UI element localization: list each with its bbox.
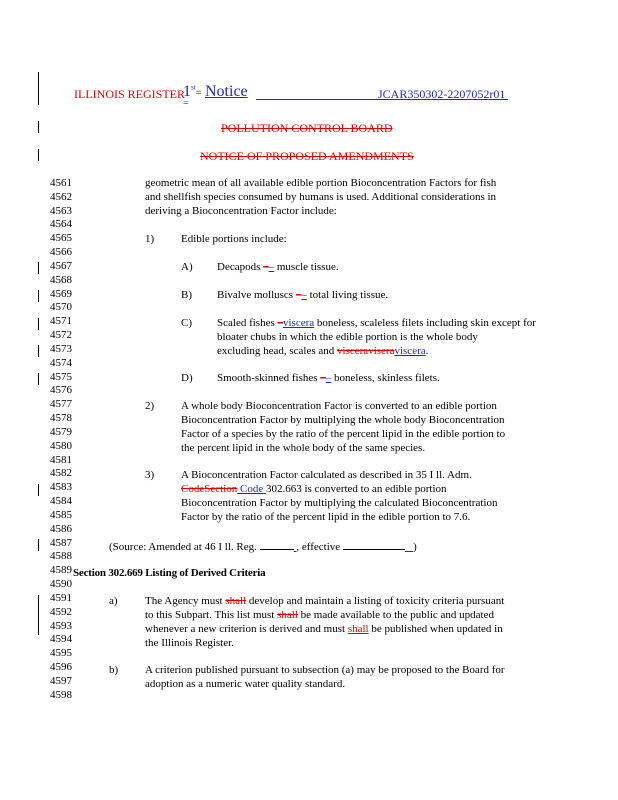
line-number: 4566	[50, 246, 72, 259]
change-bar	[38, 318, 39, 330]
item-c-label: C)	[181, 317, 192, 329]
source-blank-1	[260, 539, 294, 550]
line-number: 4581	[50, 453, 72, 466]
line-number: 4571	[50, 315, 72, 328]
line-number: 4569	[50, 287, 72, 300]
item-2-line-2: Bioconcentration Factor by multiplying the whole body Bioconcentration	[181, 414, 505, 426]
item-c-inserted-viscera: viscera	[394, 345, 426, 357]
subsection-a-line-1	[145, 595, 504, 609]
notice-title: NOTICE OF PROPOSED AMENDMENTS	[200, 149, 414, 163]
page-sup: st	[191, 83, 196, 92]
line-number: 4589	[50, 564, 72, 577]
a-line-3-post: be published when updated in	[368, 623, 503, 635]
line-number: 4572	[50, 329, 72, 342]
line-number: 4593	[50, 619, 72, 632]
line-number: 4580	[50, 439, 72, 452]
a-line-2-deleted: shall	[277, 609, 298, 621]
item-1-label: 1)	[145, 233, 155, 245]
item-c-line-3	[217, 345, 428, 359]
source-note	[109, 539, 417, 555]
line-number: 4579	[50, 425, 72, 438]
item-3-line-2	[181, 483, 447, 497]
jcar-id: JCAR350302-2207052r01	[378, 87, 506, 101]
item-c-deleted: –	[277, 317, 283, 329]
item-c-line-2: bloater chubs in which the edible portion is the whole body	[217, 331, 478, 343]
item-c-deleted-viscera: viscera	[337, 345, 369, 357]
section-heading: Section 302.669 Listing of Derived Criteria	[73, 567, 266, 579]
line-number: 4567	[50, 259, 72, 272]
item-a-inserted: –	[268, 261, 275, 273]
line-number: 4578	[50, 412, 72, 425]
change-bar	[38, 262, 39, 274]
item-3-deleted-section: Section	[204, 483, 238, 495]
item-b-deleted: –	[295, 289, 302, 301]
line-number: 4592	[50, 605, 72, 618]
change-bar	[38, 484, 39, 496]
line-number: 4575	[50, 370, 72, 383]
subsection-b-line-1: A criterion published pursuant to subsection (a) may be proposed to the Board for	[145, 664, 505, 676]
line-number: 4584	[50, 495, 72, 508]
header-underline-mark: =	[183, 98, 189, 109]
change-bar	[38, 290, 39, 302]
line-number: 4564	[50, 218, 72, 231]
item-d-pre: Smooth-skinned fishes	[217, 372, 321, 384]
change-bar	[38, 121, 39, 133]
item-1-text: Edible portions include:	[181, 233, 287, 245]
item-a-deleted: –	[263, 261, 269, 273]
item-b-inserted: –	[301, 289, 307, 301]
item-d-post: boneless, skinless filets.	[331, 372, 440, 384]
change-bar	[38, 72, 39, 105]
item-b-post: total living tissue.	[306, 289, 389, 301]
line-number: 4585	[50, 508, 72, 521]
item-c-line-1	[217, 317, 536, 331]
item-b-text	[217, 289, 388, 303]
item-2-label: 2)	[145, 400, 155, 412]
line-number: 4583	[50, 481, 72, 494]
line-number: 4561	[50, 177, 72, 189]
line-number: 4596	[50, 661, 72, 674]
item-3-line-1: A Bioconcentration Factor calculated as described in 35 I ll. Adm.	[181, 469, 472, 481]
change-bar	[38, 373, 39, 385]
item-c-line-3-pre: excluding head, scales and	[217, 345, 338, 357]
item-a-pre: Decapods	[217, 261, 264, 273]
item-2-line-4: the percent lipid in the whole body of the same species.	[181, 442, 426, 454]
a-line-1-pre: The Agency must	[145, 595, 226, 607]
intro-line-3: deriving a Bioconcentration Factor include:	[145, 205, 337, 217]
change-bar	[38, 345, 39, 357]
line-number: 4591	[50, 591, 72, 604]
a-line-2-post: be made available to the public and updated	[297, 609, 494, 621]
item-d-deleted: –	[320, 372, 326, 384]
subsection-b-label: b)	[109, 664, 119, 676]
line-number: 4588	[50, 550, 72, 563]
a-line-2-pre: to this Subpart. This list must	[145, 609, 278, 621]
line-number: 4573	[50, 342, 72, 355]
line-number: 4574	[50, 356, 72, 369]
item-3-line-4: Factor by the ratio of the percent lipid in the edible portion to 7.6.	[181, 511, 471, 523]
a-line-3-pre: whenever a new criterion is derived and must	[145, 623, 348, 635]
line-number: 4565	[50, 232, 72, 245]
line-number: 4586	[50, 522, 72, 535]
item-3-line-3: Bioconcentration Factor by multiplying the calculated Bioconcentration	[181, 497, 498, 509]
item-b-pre: Bivalve molluscs	[217, 289, 296, 301]
line-number: 4562	[50, 190, 72, 203]
line-number: 4582	[50, 467, 72, 480]
a-line-1-deleted: shall	[225, 595, 247, 607]
register-label: ILLINOIS REGISTER	[74, 87, 185, 101]
a-line-1-post: develop and maintain a listing of toxicity criteria pursuant	[246, 595, 505, 607]
notice-label: Notice	[205, 83, 248, 100]
item-c-inserted: viscera	[282, 317, 315, 329]
item-3-inserted-code: Code	[237, 483, 266, 495]
intro-line-1: geometric mean of all available edible portion Bioconcentration Factors for fish	[145, 177, 497, 189]
subsection-a-label: a)	[109, 595, 118, 607]
source-pre: (Source: Amended at 46 I ll. Reg.	[109, 541, 260, 553]
subsection-b-line-2: adoption as a numeric water quality standard.	[145, 678, 346, 690]
source-mid: , effective	[296, 541, 343, 553]
line-number: 4577	[50, 398, 72, 411]
item-3-line-2-post: 302.663 is converted to an edible portion	[265, 483, 447, 495]
intro-line-2: and shellfish species consumed by humans is used. Additional considerations in	[145, 191, 497, 203]
item-3-label: 3)	[145, 469, 155, 481]
line-number: 4597	[50, 674, 72, 687]
source-end: )	[413, 541, 417, 553]
item-c-post: boneless, scaleless filets including skin except for	[314, 317, 536, 329]
item-d-label: D)	[181, 372, 193, 384]
line-number: 4587	[50, 536, 72, 549]
item-d-text	[217, 372, 440, 386]
page-mark: 1st=	[183, 83, 202, 100]
item-2-line-1: A whole body Bioconcentration Factor is converted to an edible portion	[181, 400, 497, 412]
item-c-end: .	[425, 345, 429, 357]
line-number: 4576	[50, 384, 72, 397]
source-blank-2	[343, 539, 405, 550]
line-number: 4563	[50, 204, 72, 217]
item-b-label: B)	[181, 289, 192, 301]
item-d-inserted: –	[325, 372, 332, 384]
line-number: 4590	[50, 578, 72, 591]
a-line-3-inserted: shall	[347, 623, 369, 635]
line-number: 4568	[50, 273, 72, 286]
item-a-text	[217, 261, 339, 275]
subsection-a-line-2	[145, 609, 494, 623]
subsection-a-line-3	[145, 623, 503, 637]
item-a-label: A)	[181, 261, 193, 273]
item-3-deleted-code: Code	[181, 483, 205, 495]
item-c-pre: Scaled fishes	[217, 317, 278, 329]
item-a-post: muscle tissue.	[274, 261, 339, 273]
page-number: 1	[183, 83, 191, 100]
source-ins-2	[405, 541, 413, 553]
subsection-a-line-4: the Illinois Register.	[145, 637, 234, 649]
change-bar	[38, 595, 39, 635]
line-number: 4598	[50, 688, 72, 701]
item-c-deleted-visera: visera	[368, 345, 395, 357]
item-2-line-3: Factor of a species by the ratio of the percent lipid in the edible portion to	[181, 428, 506, 440]
board-name: POLLUTION CONTROL BOARD	[221, 121, 393, 135]
line-number: 4595	[50, 647, 72, 660]
line-number: 4594	[50, 633, 72, 646]
line-number: 4570	[50, 301, 72, 314]
change-bar	[38, 149, 39, 161]
change-bar	[38, 539, 39, 551]
